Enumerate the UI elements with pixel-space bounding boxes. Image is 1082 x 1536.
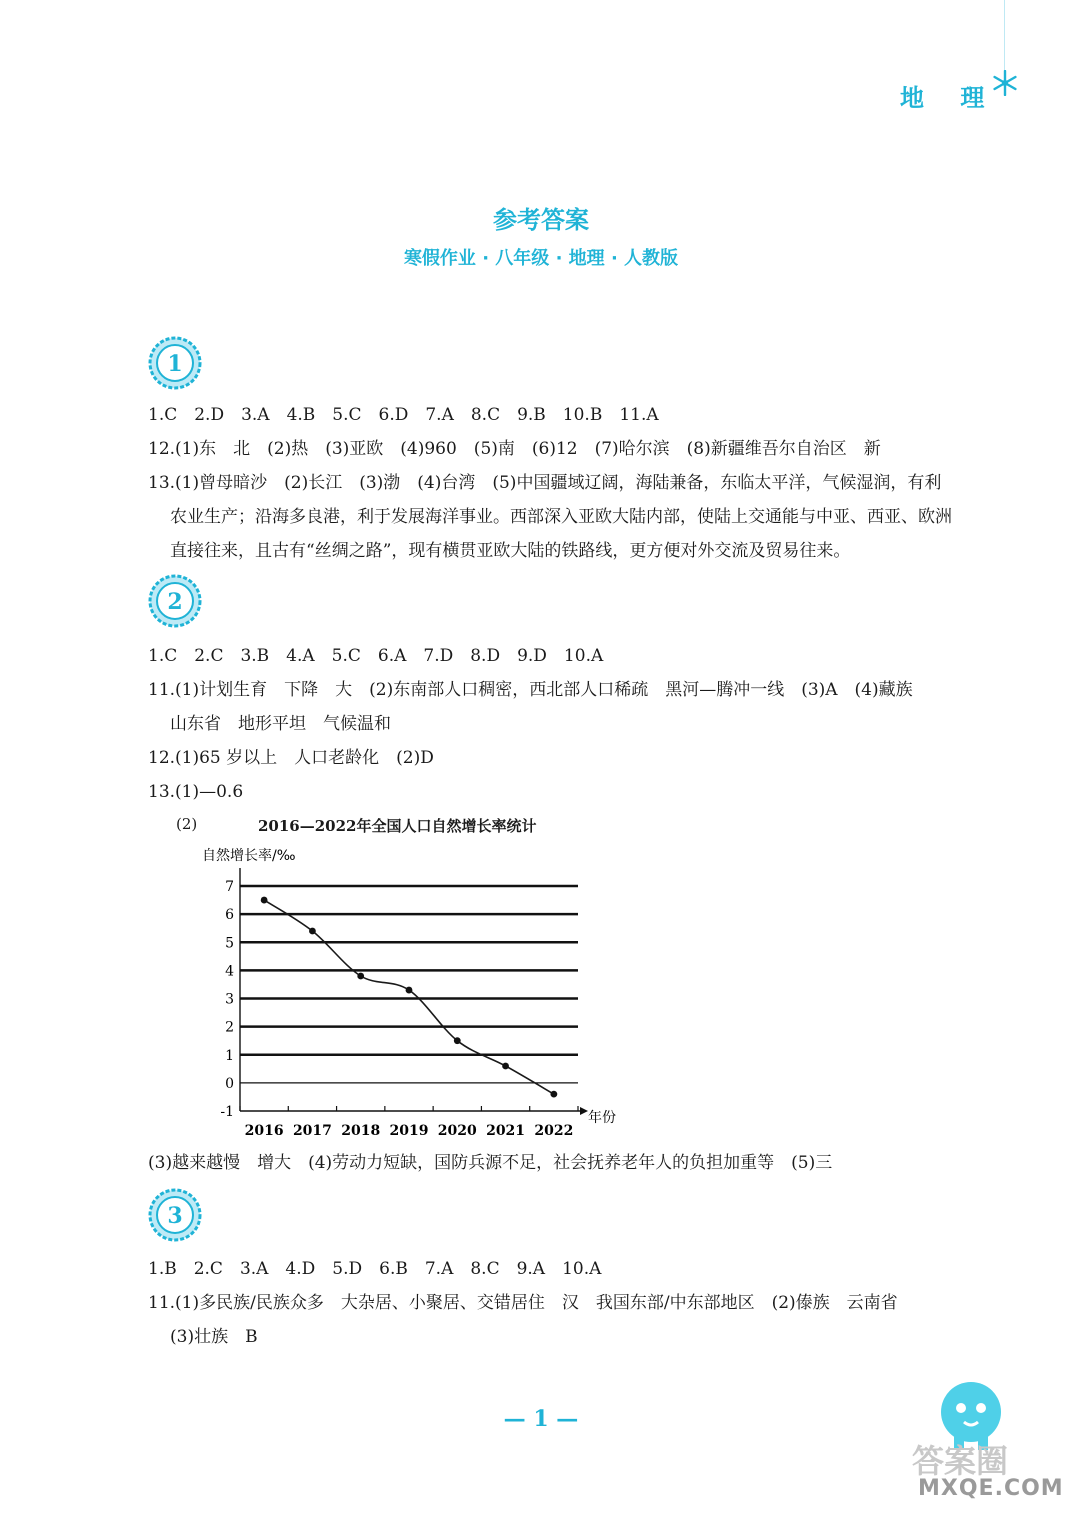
x-tick-label: 2020: [437, 1123, 477, 1139]
page-title: 参考答案: [493, 206, 589, 234]
x-axis-label: 年份: [588, 1110, 616, 1126]
x-tick-label: 2017: [292, 1123, 332, 1139]
page-number: — 1 —: [503, 1406, 579, 1432]
line-chart: [190, 840, 650, 1145]
x-axis-arrow: [580, 1107, 588, 1115]
answer-line: (3)越来越慢 增大 (4)劳动力短缺，国防兵源不足，社会抚养老年人的负担加重等 (5)三: [148, 1153, 833, 1173]
data-point: [357, 973, 364, 980]
snowflake-icon: [992, 70, 1018, 96]
y-axis-label: 自然增长率/‰: [202, 848, 296, 864]
section-number: 2: [167, 589, 183, 615]
answer-line: 13.(1)—0.6: [148, 782, 244, 802]
y-tick-label: -1: [220, 1104, 234, 1120]
x-tick-label: 2019: [389, 1123, 429, 1139]
answer-line: 13.(1)曾母暗沙 (2)长江 (3)渤 (4)台湾 (5)中国疆域辽阔，海陆兼备，东临太平洋，气候湿润，有利: [148, 473, 942, 493]
y-tick-label: 7: [225, 879, 234, 895]
watermark-top: 答案圈: [912, 1442, 1009, 1480]
section-badge-2: [148, 574, 202, 628]
answer-line: 11.(1)多民族/民族众多 大杂居、小聚居、交错居住 汉 我国东部/中东部地区 (2)傣族 云南省: [148, 1293, 898, 1313]
answer-line: 山东省 地形平坦 气候温和: [170, 714, 391, 734]
y-tick-label: 3: [225, 991, 234, 1008]
data-point: [502, 1063, 509, 1070]
watermark-bottom: MXQE.COM: [918, 1476, 1064, 1501]
section-badge-1: [148, 336, 202, 390]
answer-line: 12.(1)65 岁以上 人口老龄化 (2)D: [148, 748, 434, 768]
x-tick-label: 2016: [244, 1123, 284, 1139]
data-point: [550, 1091, 557, 1098]
answer-line: 11.(1)计划生育 下降 大 (2)东南部人口稠密，西北部人口稀疏 黑河—腾冲一线 (3)A (4)藏族: [148, 680, 913, 700]
y-tick-label: 0: [225, 1075, 234, 1092]
chart-question-label: (2): [176, 815, 198, 833]
section-badge-3: [148, 1188, 202, 1242]
answer-line: 农业生产；沿海多良港，利于发展海洋事业。西部深入亚欧大陆内部，使陆上交通能与中亚、西亚、欧洲: [170, 507, 952, 527]
y-tick-label: 1: [225, 1047, 234, 1064]
section-number: 3: [167, 1203, 183, 1229]
data-point: [454, 1037, 461, 1044]
section-number: 1: [167, 351, 183, 377]
answer-line: 12.(1)东 北 (2)热 (3)亚欧 (4)960 (5)南 (6)12 (7)哈尔滨 (8)新疆维吾尔自治区 新: [148, 439, 881, 459]
data-point: [406, 987, 413, 994]
answer-line: 1.B 2.C 3.A 4.D 5.D 6.B 7.A 8.C 9.A 10.A: [148, 1259, 602, 1279]
answer-line: 1.C 2.C 3.B 4.A 5.C 6.A 7.D 8.D 9.D 10.A: [148, 646, 604, 666]
y-tick-label: 2: [225, 1019, 234, 1036]
y-tick-label: 4: [225, 963, 234, 980]
x-tick-label: 2021: [486, 1123, 526, 1139]
y-tick-label: 6: [225, 907, 234, 924]
y-tick-label: 5: [225, 935, 234, 952]
page-subtitle: 寒假作业 · 八年级 · 地理 · 人教版: [403, 248, 679, 269]
answer-line: (3)壮族 B: [170, 1327, 258, 1347]
x-tick-label: 2018: [341, 1123, 381, 1139]
data-point: [309, 928, 316, 935]
x-tick-label: 2022: [534, 1123, 574, 1139]
answer-line: 1.C 2.D 3.A 4.B 5.C 6.D 7.A 8.C 9.B 10.B 11.A: [148, 405, 659, 425]
chart-title: 2016—2022年全国人口自然增长率统计: [258, 817, 537, 835]
data-point: [261, 897, 268, 904]
series-line: [264, 900, 554, 1094]
answer-line: 直接往来，且古有“丝绸之路”，现有横贯亚欧大陆的铁路线，更方便对外交流及贸易往来。: [170, 541, 851, 561]
subject-label: 地 理: [900, 84, 999, 112]
decor-line: [1004, 0, 1005, 78]
